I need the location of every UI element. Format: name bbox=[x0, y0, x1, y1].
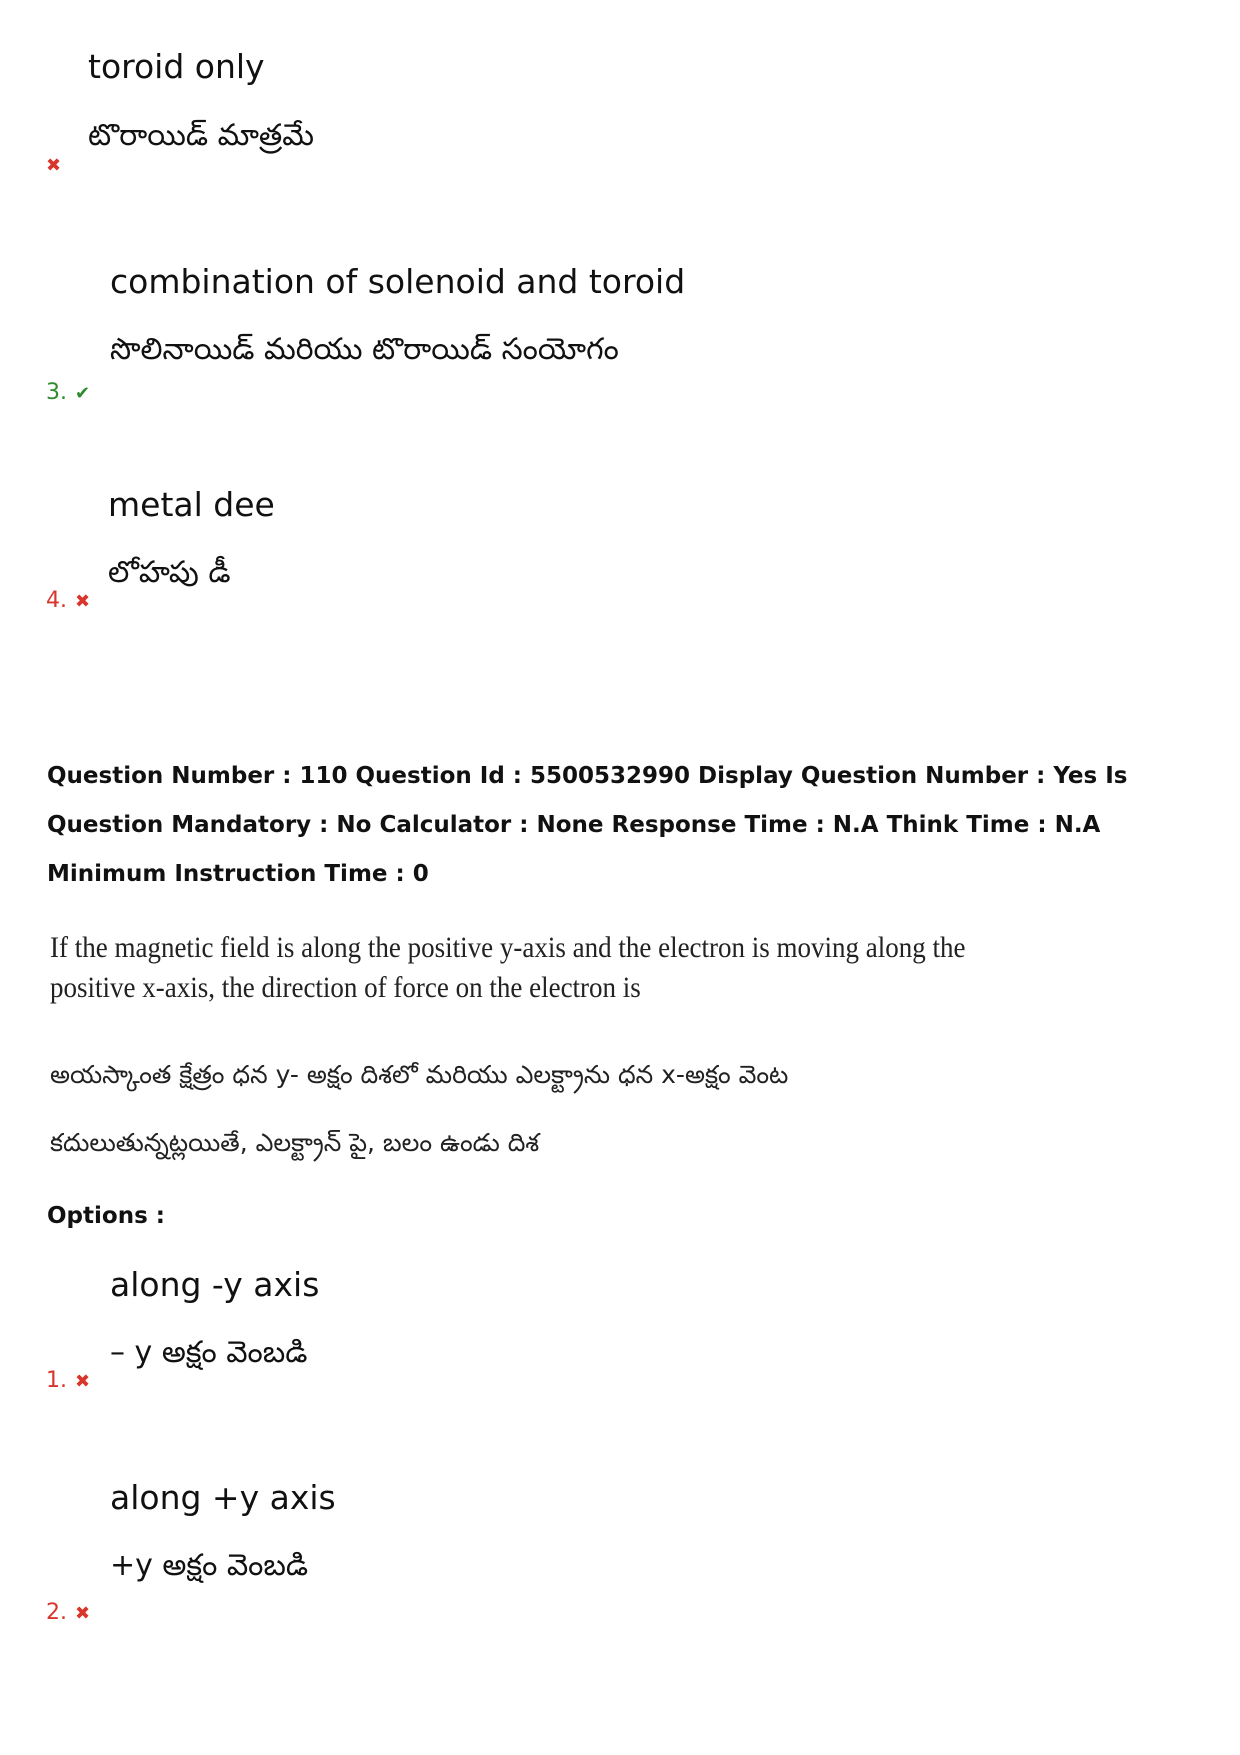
question-metadata: Question Number : 110 Question Id : 5500532990 Display Question Number : Yes Is Question Mandatory : No Calculator : None Response Time : N.A Think Time : N.A Minimum Instruction Time : 0 bbox=[47, 763, 1128, 887]
option-number: 2. bbox=[46, 1600, 67, 1625]
question-line: positive x-axis, the direction of force on the electron is bbox=[50, 971, 641, 1004]
check-icon: ✔ bbox=[75, 383, 91, 404]
question-text-english bbox=[50, 928, 966, 1008]
option-status bbox=[46, 380, 90, 405]
cross-icon: ✖ bbox=[75, 591, 91, 612]
option-text-english: along +y axis bbox=[110, 1478, 336, 1517]
option-text-telugu: – y అక్షం వెంబడి bbox=[110, 1335, 308, 1370]
option-text-english: combination of solenoid and toroid bbox=[110, 262, 686, 301]
option-text-english: metal dee bbox=[108, 485, 275, 524]
option-text-english: toroid only bbox=[88, 47, 265, 86]
option-number: 1. bbox=[46, 1368, 67, 1393]
question-text-telugu: కదులుతున్నట్లయితే, ఎలక్ట్రాన్ పై, బలం ఉండు దిశ bbox=[50, 1128, 540, 1157]
option-number: 3. bbox=[46, 380, 67, 405]
question-text-telugu: అయస్కాంత క్షేత్రం ధన y- అక్షం దిశలో మరియు ఎలక్ట్రాను ధన x-అక్షం వెంట bbox=[50, 1060, 789, 1089]
question-line: If the magnetic field is along the positive y-axis and the electron is moving along the bbox=[50, 931, 966, 964]
options-label: Options : bbox=[47, 1203, 165, 1229]
option-status bbox=[46, 1600, 90, 1625]
cross-icon: ✖ bbox=[75, 1603, 91, 1624]
option-text-telugu: +y అక్షం వెంబడి bbox=[110, 1548, 309, 1583]
option-text-telugu: టొరాయిడ్ మాత్రమే bbox=[88, 118, 315, 153]
option-status bbox=[46, 1368, 90, 1393]
option-number: 4. bbox=[46, 588, 67, 613]
option-status bbox=[46, 588, 90, 613]
cross-icon: ✖ bbox=[75, 1371, 91, 1392]
option-text-telugu: లోహపు డీ bbox=[108, 555, 231, 590]
option-status bbox=[46, 152, 61, 177]
option-text-telugu: సొలినాయిడ్ మరియు టొరాయిడ్ సంయోగం bbox=[110, 332, 619, 367]
cross-icon: ✖ bbox=[46, 155, 62, 176]
option-text-english: along -y axis bbox=[110, 1265, 320, 1304]
